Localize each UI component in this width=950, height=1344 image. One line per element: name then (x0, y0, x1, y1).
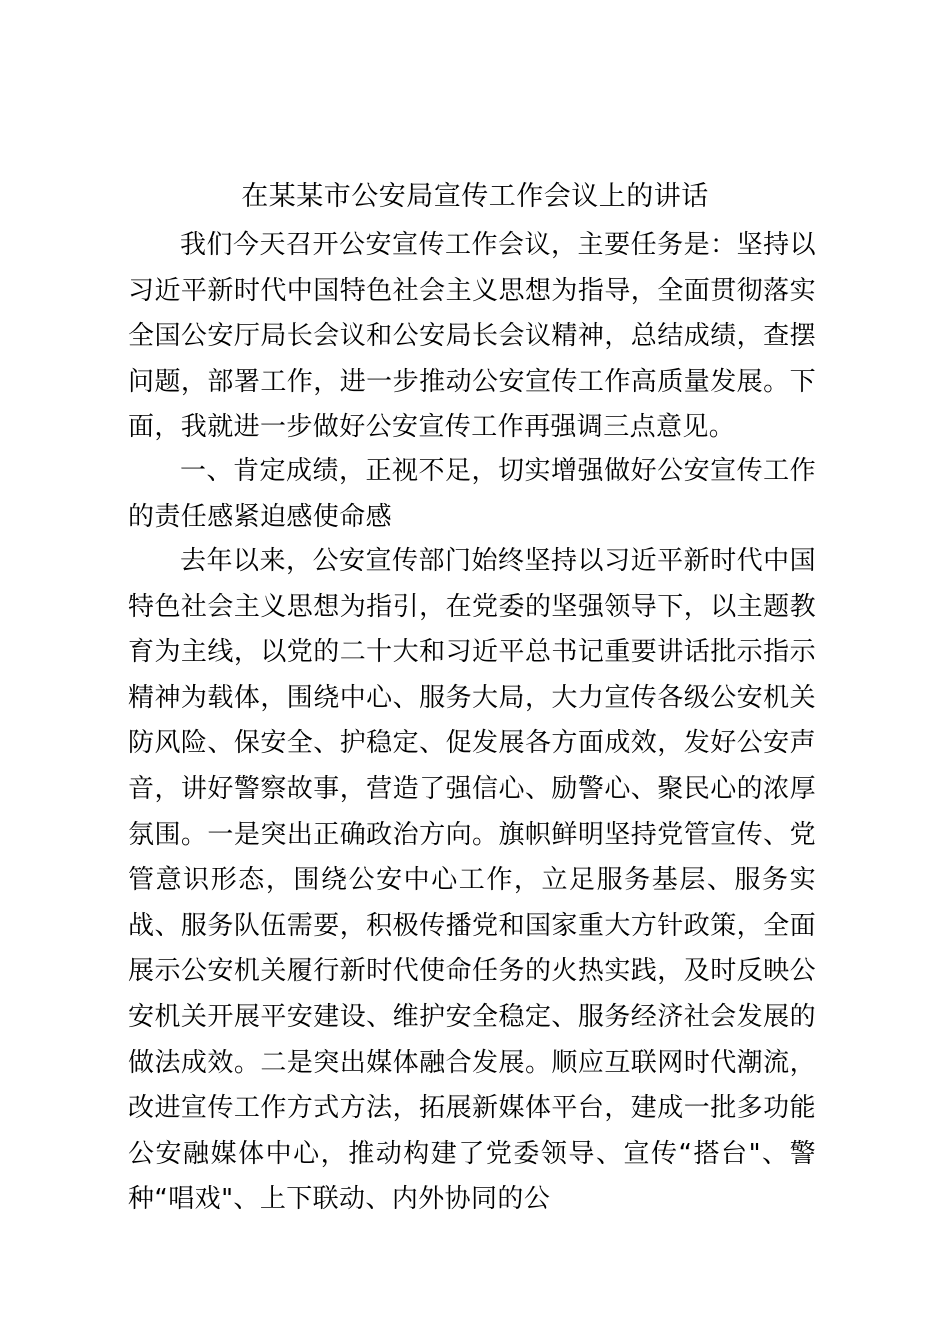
section-heading-1: 一、肯定成绩，正视不足，切实增强做好公安宣传工作的责任感紧迫感使命感 (128, 456, 816, 532)
paragraph-intro: 我们今天召开公安宣传工作会议，主要任务是：坚持以习近平新时代中国特色社会主义思想为指导，全面贯彻落实全国公安厅局长会议和公安局长会议精神，总结成绩，查摆问题，部署工作，进一步推动公安宣传工作高质量发展。下面，我就进一步做好公安宣传工作再强调三点意见。 (128, 230, 816, 443)
paragraph-achievements: 去年以来，公安宣传部门始终坚持以习近平新时代中国特色社会主义思想为指引，在党委的坚强领导下，以主题教育为主线，以党的二十大和习近平总书记重要讲话批示指示精神为载体，围绕中心、服务大局，大力宣传各级公安机关防风险、保安全、护稳定、促发展各方面成效，发好公安声音，讲好警察故事，营造了强信心、励警心、聚民心的浓厚氛围。一是突出正确政治方向。旗帜鲜明坚持党管宣传、党管意识形态，围绕公安中心工作，立足服务基层、服务实战、服务队伍需要，积极传播党和国家重大方针政策，全面展示公安机关履行新时代使命任务的火热实践，及时反映公安机关开展平安建设、维护安全稳定、服务经济社会发展的做法成效。二是突出媒体融合发展。顺应互联网时代潮流，改进宣传工作方式方法，拓展新媒体平台，建成一批多功能公安融媒体中心，推动构建了党委领导、宣传“搭台"、警种“唱戏"、上下联动、内外协同的公 (128, 546, 816, 1215)
document-title: 在某某市公安局宣传工作会议上的讲话 (241, 181, 709, 212)
